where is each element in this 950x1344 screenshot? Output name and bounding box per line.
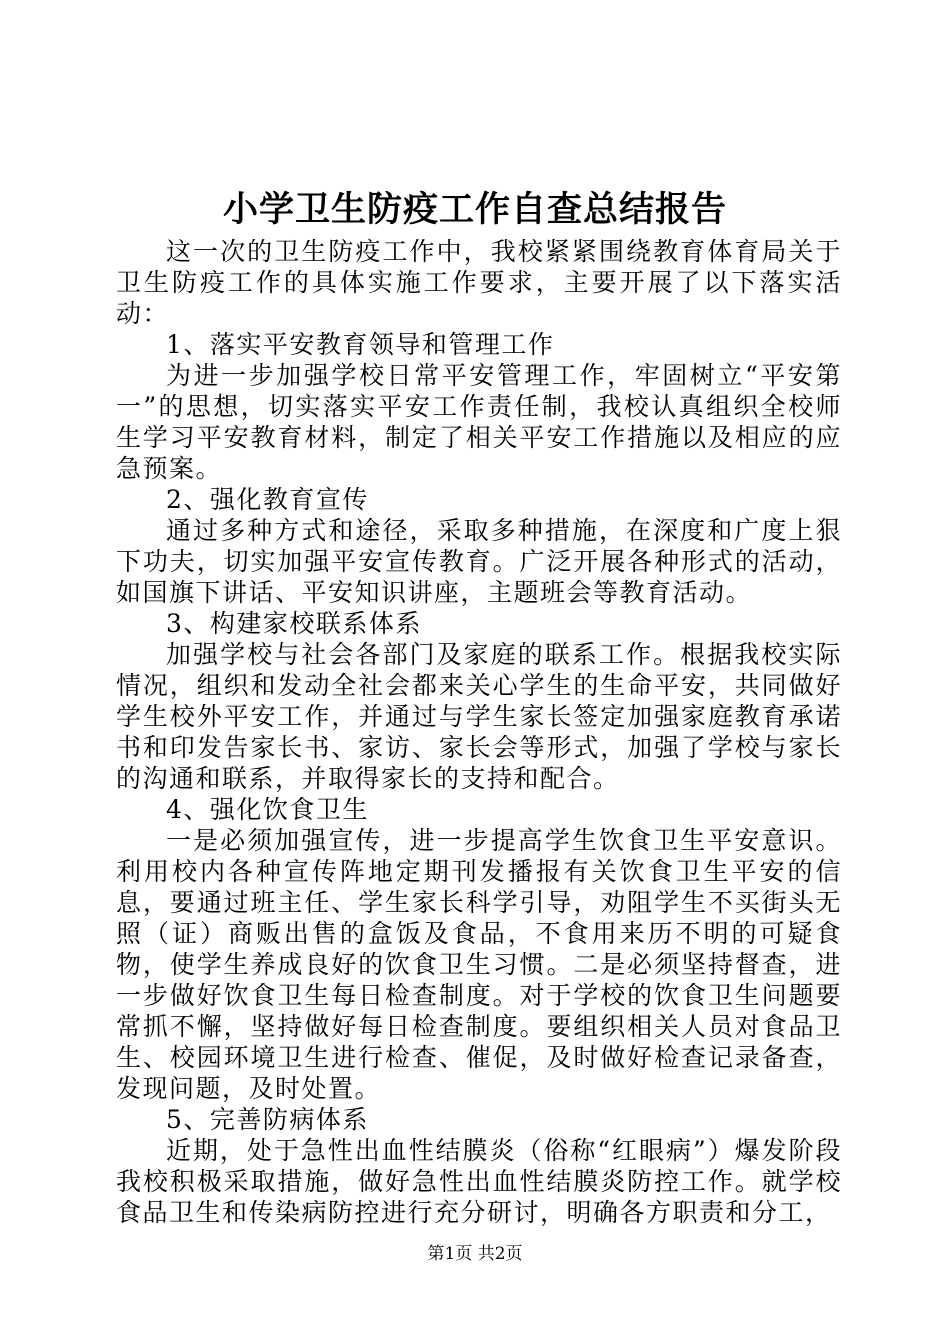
paragraph-section-5: 近期，处于急性出血性结膜炎（俗称“红眼病”）爆发阶段我校积极采取措施，做好急性出血性结膜炎防控工作。就学校食品卫生和传染病防控进行充分研讨，明确各方职责和分工，	[116, 1136, 842, 1227]
document-title: 小学卫生防疫工作自查总结报告	[222, 189, 727, 230]
paragraph-section-1: 为进一步加强学校日常平安管理工作，牢固树立“平安第一”的思想，切实落实平安工作责任制，我校认真组织全校师生学习平安教育材料，制定了相关平安工作措施以及相应的应急预案。	[116, 361, 842, 483]
page-number-footer: 第1页 共2页	[427, 1244, 523, 1264]
paragraph-intro: 这一次的卫生防疫工作中，我校紧紧围绕教育体育局关于卫生防疫工作的具体实施工作要求，主要开展了以下落实活动：	[116, 237, 842, 328]
document-body	[116, 236, 842, 1228]
paragraph-section-2: 通过多种方式和途径，采取多种措施，在深度和广度上狠下功夫，切实加强平安宣传教育。广泛开展各种形式的活动，如国旗下讲话、平安知识讲座，主题班会等教育活动。	[116, 516, 842, 607]
section-heading-5: 5、完善防病体系	[166, 1105, 369, 1134]
section-heading-1: 1、落实平安教育领导和管理工作	[166, 330, 555, 359]
section-heading-2: 2、强化教育宣传	[166, 485, 369, 514]
section-heading-3: 3、构建家校联系体系	[166, 609, 422, 638]
paragraph-section-3: 加强学校与社会各部门及家庭的联系工作。根据我校实际情况，组织和发动全社会都来关心学生的生命平安，共同做好学生校外平安工作，并通过与学生家长签定加强家庭教育承诺书和印发告家长书、家访、家长会等形式，加强了学校与家长的沟通和联系，并取得家长的支持和配合。	[116, 640, 842, 793]
section-heading-4: 4、强化饮食卫生	[166, 795, 369, 824]
paragraph-section-4: 一是必须加强宣传，进一步提高学生饮食卫生平安意识。利用校内各种宣传阵地定期刊发播报有关饮食卫生平安的信息，要通过班主任、学生家长科学引导，劝阻学生不买街头无照（证）商贩出售的盒饭及食品，不食用来历不明的可疑食物，使学生养成良好的饮食卫生习惯。二是必须坚持督查，进一步做好饮食卫生每日检查制度。对于学校的饮食卫生问题要常抓不懈，坚持做好每日检查制度。要组织相关人员对食品卫生、校园环境卫生进行检查、催促，及时做好检查记录备查，发现问题，及时处置。	[116, 826, 842, 1103]
